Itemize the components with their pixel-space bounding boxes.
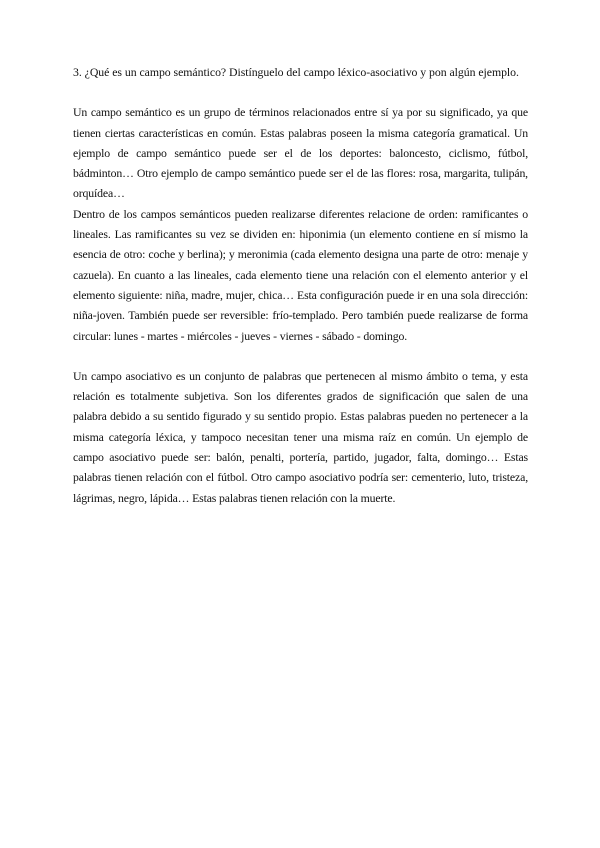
question-heading: 3. ¿Qué es un campo semántico? Distínguelo del campo léxico-asociativo y pon algún ejemplo. xyxy=(73,65,519,79)
spacer xyxy=(73,82,528,102)
paragraph-semantic-field: Un campo semántico es un grupo de términos relacionados entre sí ya por su significado, ya que tienen ciertas características en común. Estas palabras poseen la misma categoría gramatical. Un ejemplo de campo semántico puede ser el de los deportes: baloncesto, ciclismo, fútbol, bádminton… Otro ejemplo de campo semántico puede ser el de las flores: rosa, margarita, tulipán, orquídea… xyxy=(73,105,528,201)
paragraph-semantic-relations: Dentro de los campos semánticos pueden realizarse diferentes relacione de orden: ramificantes o lineales. Las ramificantes su vez se dividen en: hiponimia (un elemento contiene en sí mismo la esencia de otro: coche y berlina); y meronimia (cada elemento designa una parte de otro: menaje y cazuela). En cuanto a las lineales, cada elemento tiene una relación con el elemento anterior y el elemento siguiente: niña, madre, mujer, chica… Esta configuración puede ir en una sola dirección: niña-joven. También puede ser reversible: frío-templado. Pero también puede realizarse de forma circular: lunes - martes - miércoles - jueves - viernes - sábado - domingo. xyxy=(73,206,528,343)
paragraph-associative-field: Un campo asociativo es un conjunto de palabras que pertenecen al mismo ámbito o tema, y esta relación es totalmente subjetiva. Son los diferentes grados de significación que salen de una palabra debido a su sentido figurado y su sentido propio. Estas palabras pueden no pertenecer a la misma categoría léxica, y tampoco necesitan tener una misma raíz en común. Un ejemplo de campo asociativo puede ser: balón, penalti, portería, partido, jugador, falta, domingo… Estas palabras tienen relación con el fútbol. Otro campo asociativo podría ser: cementerio, luto, tristeza, lágrimas, negro, lápida… Estas palabras tienen relación con la muerte. xyxy=(73,368,528,505)
spacer xyxy=(73,346,528,366)
document-page xyxy=(73,62,528,508)
